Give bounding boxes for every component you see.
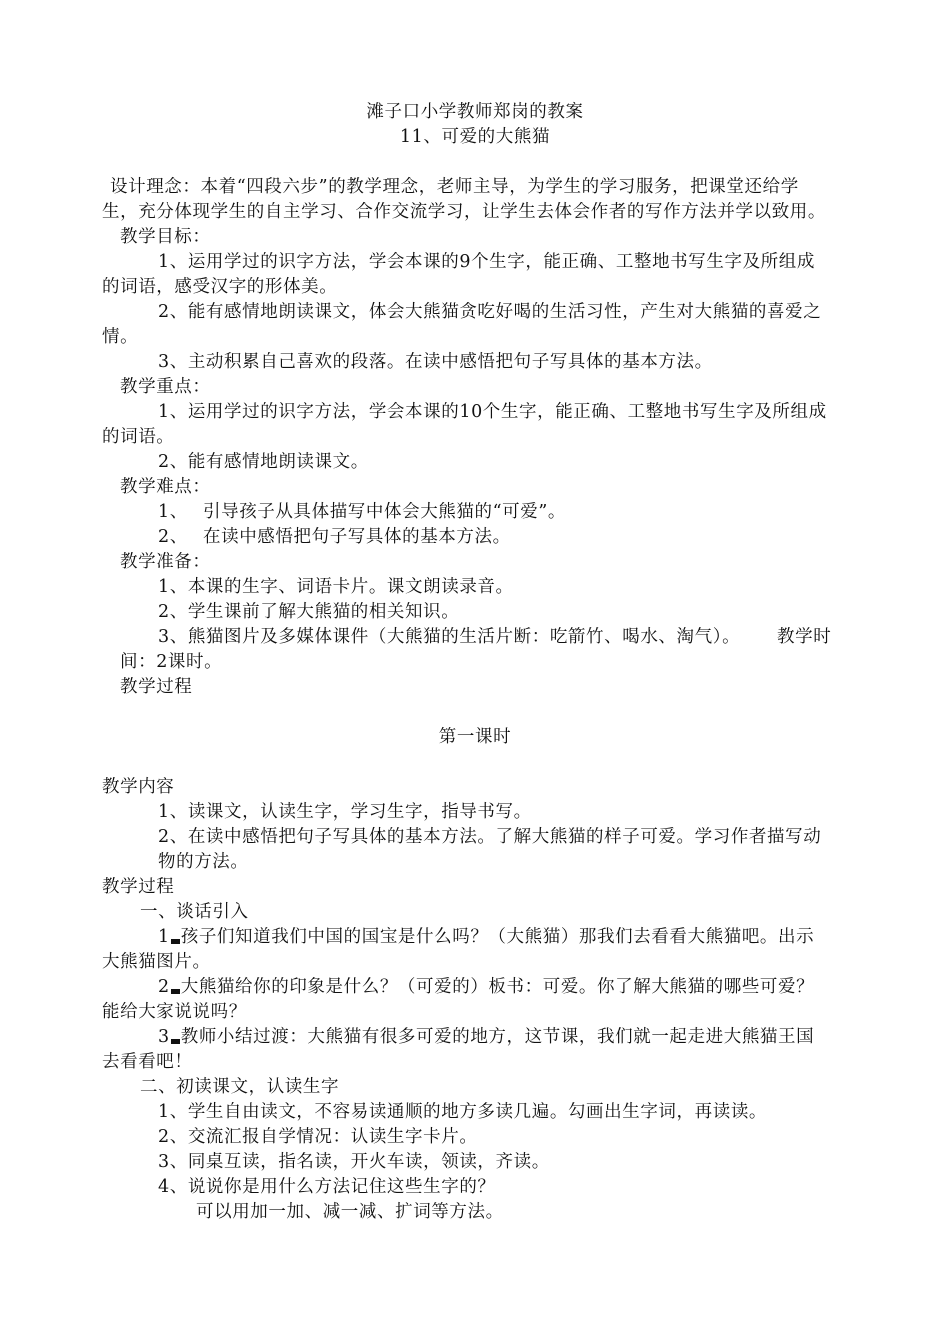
- content-heading: 教学内容: [102, 777, 175, 797]
- preparation-2: 2、学生课前了解大熊猫的相关知识。: [158, 602, 460, 622]
- content-2-line-1: 2、在读中感悟把句子写具体的基本方法。了解大熊猫的样子可爱。学习作者描写动: [158, 827, 822, 847]
- content-2-line-2: 物的方法。: [158, 852, 249, 872]
- step-1-item-1-line-2: 大熊猫图片。: [102, 952, 211, 972]
- teaching-time-label: 教学时: [777, 627, 832, 647]
- lesson-1-title: 第一课时: [438, 727, 512, 747]
- difficulty-1-number: 1、: [158, 502, 188, 522]
- step-2-item-2: 2、交流汇报自学情况：认读生字卡片。: [158, 1127, 478, 1147]
- key-point-1-line-2: 的词语。: [102, 427, 175, 447]
- item-number: 2: [158, 977, 170, 997]
- step-1-item-1-line-1: [158, 925, 814, 949]
- difficulties-heading: 教学难点：: [120, 477, 211, 497]
- preparation-heading: 教学准备：: [120, 552, 211, 572]
- key-point-2: 2、能有感情地朗读课文。: [158, 452, 369, 472]
- goal-3: 3、主动积累自己喜欢的段落。在读中感悟把句子写具体的基本方法。: [158, 352, 713, 372]
- step-2-item-4: 4、说说你是用什么方法记住这些生字的？: [158, 1177, 496, 1197]
- step-2-item-1: 1、学生自由读文，不容易读通顺的地方多读几遍。勾画出生字词，再读读。: [158, 1102, 768, 1122]
- bullet-mark-icon: [171, 989, 180, 994]
- design-concept-line-1: 设计理念：本着“四段六步”的教学理念，老师主导，为学生的学习服务，把课堂还给学: [110, 177, 799, 197]
- item-text: 大熊猫给你的印象是什么？（可爱的）板书：可爱。你了解大熊猫的哪些可爱？: [180, 977, 815, 997]
- goal-2-line-2: 情。: [102, 327, 139, 347]
- preparation-3: 3、熊猫图片及多媒体课件（大熊猫的生活片断：吃箭竹、喝水、淘气）。: [158, 627, 741, 647]
- item-text: 孩子们知道我们中国的国宝是什么吗？（大熊猫）那我们去看看大熊猫吧。出示: [180, 927, 815, 947]
- school-teacher-line: 滩子口小学教师郑岗的教案: [366, 102, 584, 122]
- lesson-title: 11、可爱的大熊猫: [399, 127, 551, 147]
- bullet-mark-icon: [171, 939, 180, 944]
- step-1-item-3-line-2: 去看看吧！: [102, 1052, 193, 1072]
- process-heading-intro: 教学过程: [120, 677, 193, 697]
- design-concept-line-2: 生，充分体现学生的自主学习、合作交流学习，让学生去体会作者的写作方法并学以致用。: [102, 202, 826, 222]
- process-heading: 教学过程: [102, 877, 175, 897]
- goal-2-line-1: 2、能有感情地朗读课文，体会大熊猫贪吃好喝的生活习性，产生对大熊猫的喜爱之: [158, 302, 822, 322]
- step-1-item-3-line-1: [158, 1025, 814, 1049]
- bullet-mark-icon: [171, 1039, 180, 1044]
- step-1-item-2-line-2: 能给大家说说吗？: [102, 1002, 247, 1022]
- step-1-item-2-line-1: [158, 975, 814, 999]
- step-2-item-3: 3、同桌互读，指名读，开火车读，领读，齐读。: [158, 1152, 550, 1172]
- key-point-1-line-1: 1、运用学过的识字方法，学会本课的10个生字，能正确、工整地书写生字及所组成: [158, 402, 827, 422]
- preparation-1: 1、本课的生字、词语卡片。课文朗读录音。: [158, 577, 514, 597]
- goal-1-line-1: 1、运用学过的识字方法，学会本课的9个生字，能正确、工整地书写生字及所组成: [158, 252, 815, 272]
- teaching-time-value: 间：2课时。: [120, 652, 223, 672]
- difficulty-2-number: 2、: [158, 527, 188, 547]
- difficulty-1-text: 引导孩子从具体描写中体会大熊猫的“可爱”。: [203, 502, 566, 522]
- content-1: 1、读课文，认读生字，学习生字，指导书写。: [158, 802, 532, 822]
- item-number: 3: [158, 1027, 170, 1047]
- goals-heading: 教学目标：: [120, 227, 211, 247]
- difficulty-2-text: 在读中感悟把句子写具体的基本方法。: [203, 527, 511, 547]
- item-number: 1: [158, 927, 170, 947]
- step-2-heading: 二、初读课文，认读生字: [140, 1077, 340, 1097]
- goal-1-line-2: 的词语，感受汉字的形体美。: [102, 277, 338, 297]
- step-2-item-4-note: 可以用加一加、减一减、扩词等方法。: [196, 1202, 504, 1222]
- key-points-heading: 教学重点：: [120, 377, 211, 397]
- item-text: 教师小结过渡：大熊猫有很多可爱的地方，这节课，我们就一起走进大熊猫王国: [180, 1027, 815, 1047]
- step-1-heading: 一、谈话引入: [140, 902, 249, 922]
